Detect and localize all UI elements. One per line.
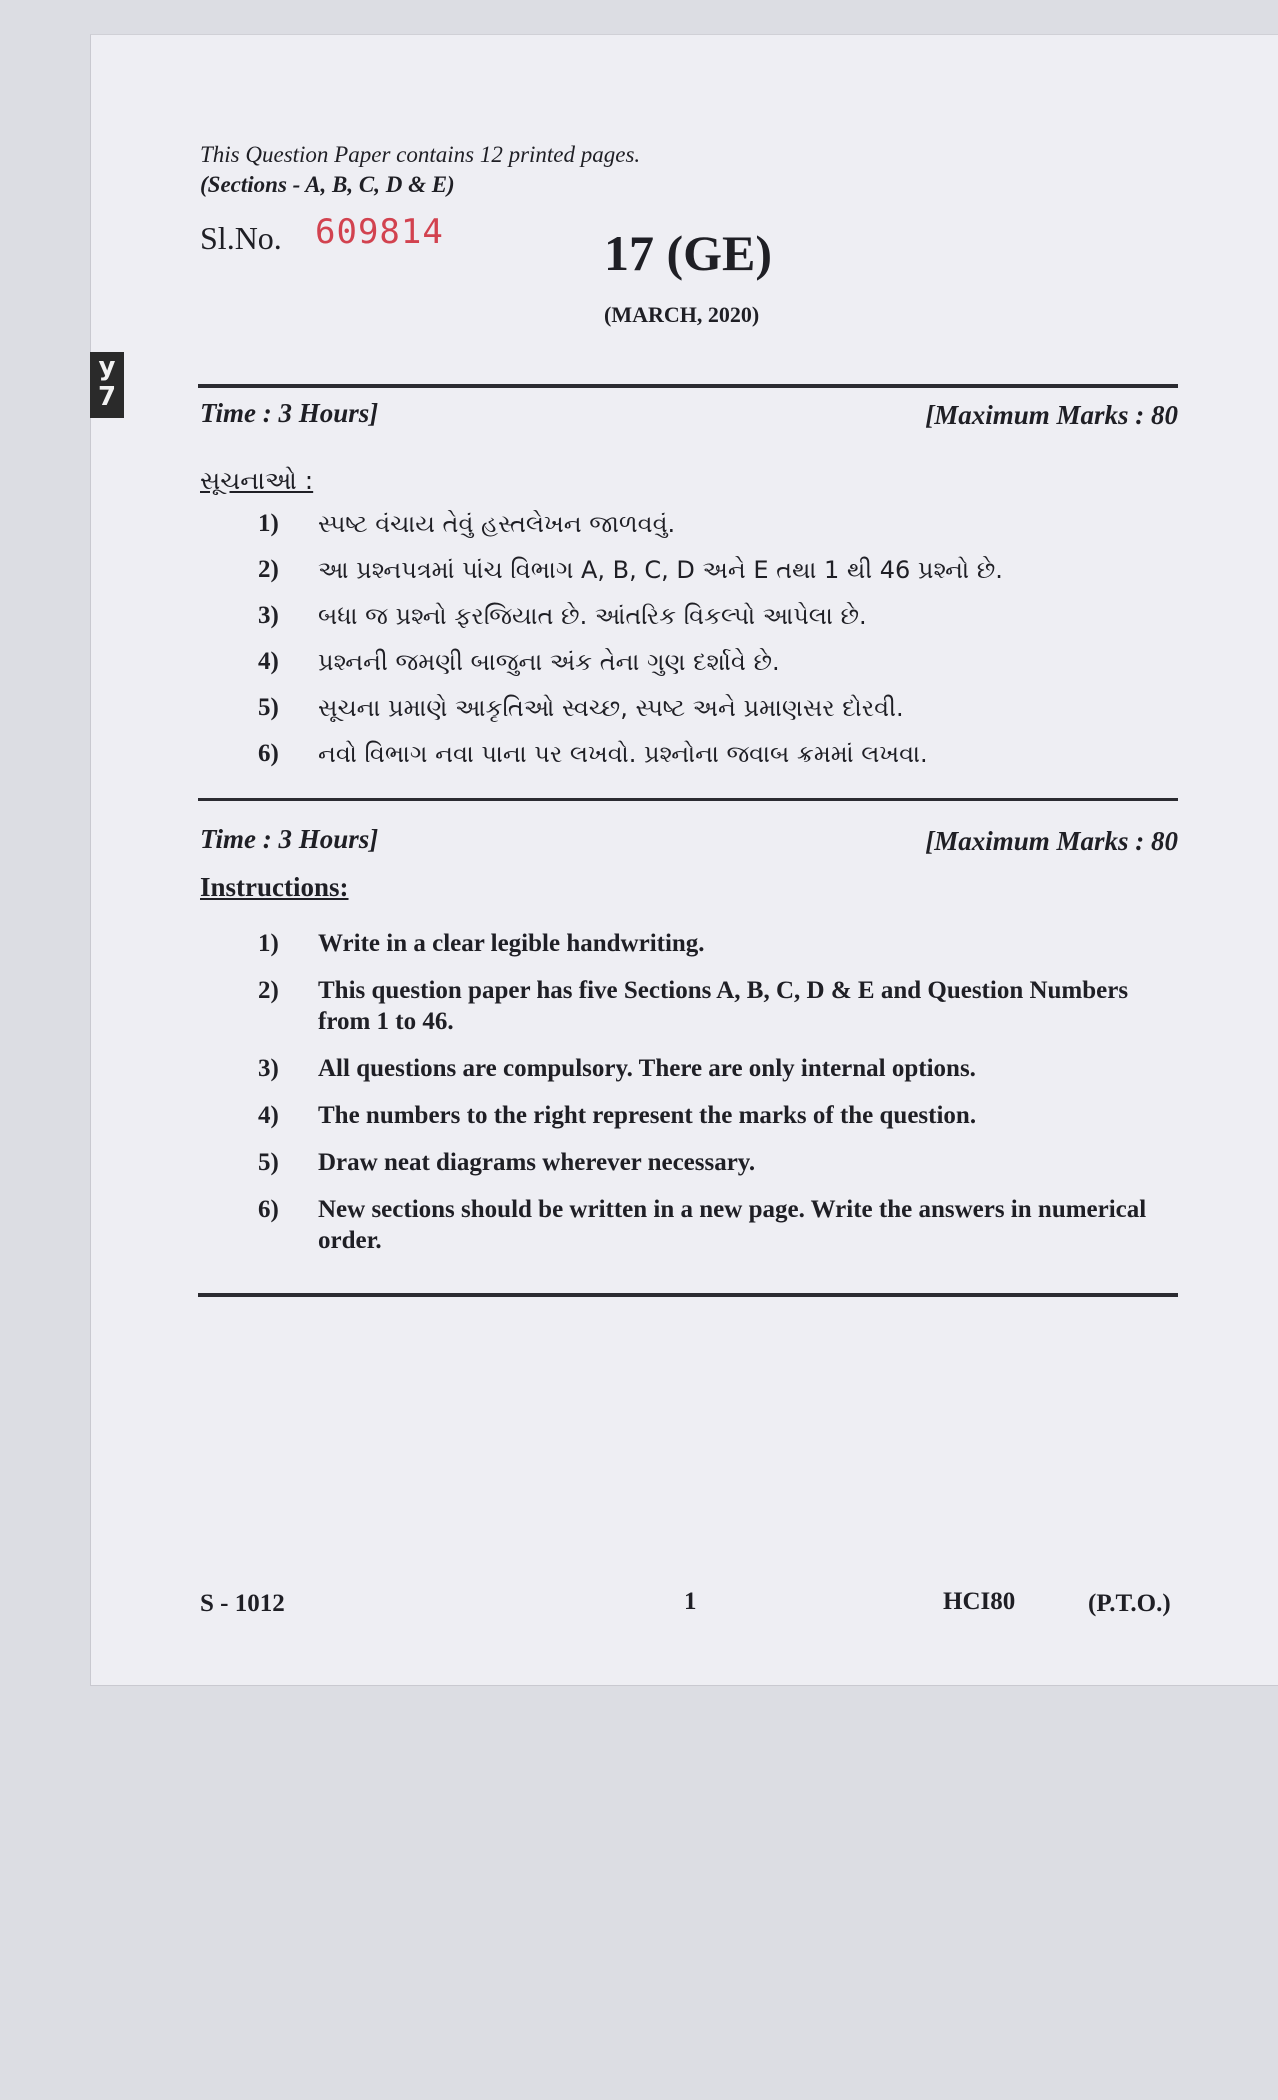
sections-note: (Sections - A, B, C, D & E) xyxy=(200,172,455,197)
item-number: 2) xyxy=(258,556,279,583)
gujarati-instructions-list xyxy=(258,508,1158,784)
item-number: 6) xyxy=(258,740,279,767)
item-text: This question paper has five Sections A, B, C, D & E and Question Numbers from 1 to 46. xyxy=(318,977,1129,1035)
item-text: નવો વિભાગ નવા પાના પર લખવો. પ્રશ્નોના જવાબ ક્રમમાં લખવા. xyxy=(318,740,928,768)
item-number: 4) xyxy=(258,1102,279,1129)
gujarati-instructions-heading: સૂચનાઓ : xyxy=(200,466,314,495)
list-item xyxy=(258,975,1178,1037)
item-number: 4) xyxy=(258,648,279,675)
english-instructions-list xyxy=(258,928,1178,1272)
item-text: All questions are compulsory. There are only internal options. xyxy=(318,1055,976,1082)
list-item xyxy=(258,1147,1178,1178)
exam-date: (MARCH, 2020) xyxy=(604,302,760,327)
middle-divider xyxy=(198,798,1178,801)
list-item xyxy=(258,646,1158,692)
list-item xyxy=(258,1100,1178,1131)
gujarati-max-marks: [Maximum Marks : 80 xyxy=(925,400,1178,430)
list-item xyxy=(258,738,1158,784)
item-text: પ્રશ્નની જમણી બાજુના અંક તેના ગુણ દર્શાવે છે. xyxy=(318,648,780,676)
top-divider xyxy=(198,384,1178,388)
english-max-marks: [Maximum Marks : 80 xyxy=(925,826,1178,856)
item-number: 2) xyxy=(258,977,279,1004)
item-number: 1) xyxy=(258,930,279,957)
paper-code-title: 17 (GE) xyxy=(604,225,773,281)
gujarati-time: Time : 3 Hours] xyxy=(200,398,379,428)
item-text: The numbers to the right represent the marks of the question. xyxy=(318,1102,977,1129)
item-text: New sections should be written in a new page. Write the answers in numerical order. xyxy=(318,1196,1147,1254)
list-item xyxy=(258,928,1178,959)
serial-number-value: 609814 xyxy=(315,212,444,252)
item-number: 1) xyxy=(258,510,279,537)
english-instructions-heading: Instructions: xyxy=(200,872,349,902)
item-number: 5) xyxy=(258,1149,279,1176)
item-number: 5) xyxy=(258,694,279,721)
list-item xyxy=(258,600,1158,646)
serial-number-label: Sl.No. xyxy=(200,220,282,256)
item-text: સૂચના પ્રમાણે આકૃતિઓ સ્વચ્છ, સ્પષ્ટ અને પ્રમાણસર દોરવી. xyxy=(318,694,904,722)
item-number: 3) xyxy=(258,602,279,629)
side-tab-line2: 7 xyxy=(97,382,117,412)
item-number: 3) xyxy=(258,1055,279,1082)
list-item xyxy=(258,692,1158,738)
pages-note: This Question Paper contains 12 printed pages. xyxy=(200,142,641,167)
side-tab-label xyxy=(90,352,124,418)
list-item xyxy=(258,1194,1178,1256)
item-number: 6) xyxy=(258,1196,279,1223)
list-item xyxy=(258,1053,1178,1084)
list-item xyxy=(258,508,1158,554)
side-tab-line1: y xyxy=(98,352,116,382)
item-text: બધા જ પ્રશ્નો ફરજિયાત છે. આંતરિક વિકલ્પો આપેલા છે. xyxy=(318,602,867,630)
please-turn-over: (P.T.O.) xyxy=(1088,1590,1171,1617)
footer-reference: HCI80 xyxy=(943,1588,1016,1615)
bottom-divider xyxy=(198,1293,1178,1297)
item-text: સ્પષ્ટ વંચાય તેવું હસ્તલેખન જાળવવું. xyxy=(318,510,676,538)
item-text: Write in a clear legible handwriting. xyxy=(318,930,705,957)
page-number: 1 xyxy=(684,1588,697,1615)
item-text: Draw neat diagrams wherever necessary. xyxy=(318,1149,756,1176)
footer-code: S - 1012 xyxy=(200,1590,285,1617)
english-time: Time : 3 Hours] xyxy=(200,824,379,854)
list-item xyxy=(258,554,1158,600)
item-text: આ પ્રશ્નપત્રમાં પાંચ વિભાગ A, B, C, D અને E તથા 1 થી 46 પ્રશ્નો છે. xyxy=(318,556,1003,584)
